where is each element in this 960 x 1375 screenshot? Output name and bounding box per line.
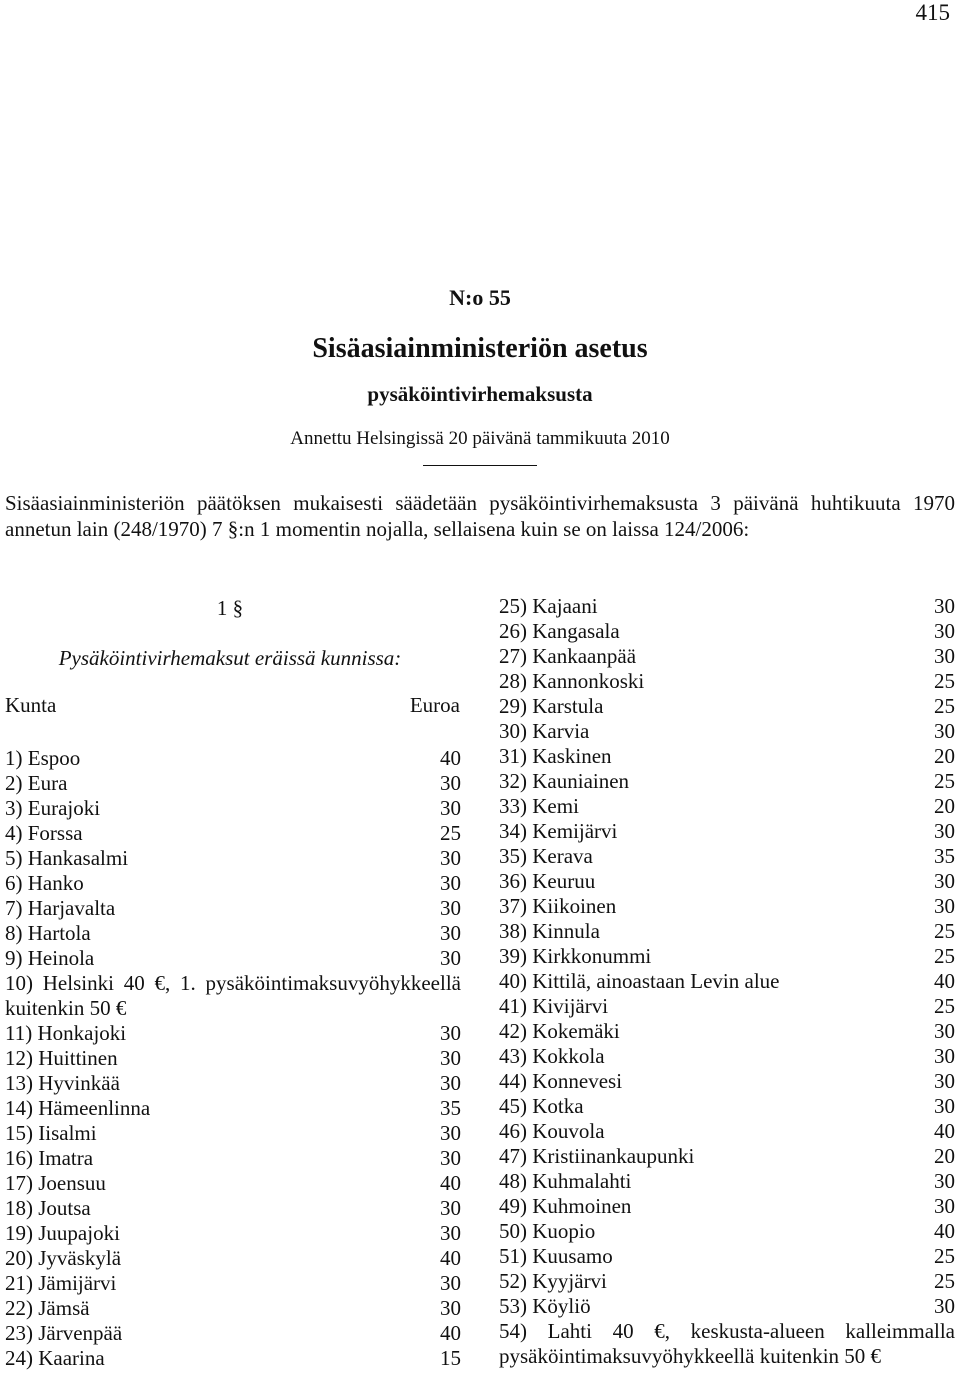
fee-row — [499, 894, 955, 919]
fee-amount: 25 — [934, 669, 955, 693]
fee-amount: 25 — [934, 1244, 955, 1268]
fee-amount: 30 — [440, 846, 461, 870]
municipality-name: 52) Kyyjärvi — [499, 1269, 607, 1293]
municipality-name: 5) Hankasalmi — [5, 846, 129, 870]
municipality-name: 31) Kaskinen — [499, 744, 612, 768]
fee-list-left — [5, 746, 461, 1371]
fee-row — [5, 1096, 461, 1121]
fee-amount: 40 — [440, 1321, 461, 1345]
fee-amount: 30 — [440, 946, 461, 970]
municipality-name: 28) Kannonkoski — [499, 669, 645, 693]
fee-amount: 30 — [440, 1146, 461, 1170]
municipality-name: 1) Espoo — [5, 746, 81, 770]
section-heading: Pysäköintivirhemaksut eräissä kunnissa: — [58, 646, 402, 670]
municipality-name: 45) Kotka — [499, 1094, 584, 1118]
municipality-name: 23) Järvenpää — [5, 1321, 123, 1345]
preamble-paragraph: Sisäasiainministeriön päätöksen mukaisesti säädetään pysäköintivirhemaksusta 3 päivänä huhtikuuta 1970 annetun lain (248/1970) 7 §:n 1 momentin nojalla, sellaisena kuin se on laissa 124/2006: — [5, 491, 955, 541]
fee-row — [5, 821, 461, 846]
fee-amount: 40 — [934, 1219, 955, 1243]
fee-amount: 20 — [934, 1144, 955, 1168]
municipality-name: 12) Huittinen — [5, 1046, 118, 1070]
fee-amount: 30 — [440, 871, 461, 895]
municipality-name: 29) Karstula — [499, 694, 604, 718]
fee-row — [5, 1246, 461, 1271]
fee-row — [5, 846, 461, 871]
municipality-name: 15) Iisalmi — [5, 1121, 97, 1145]
municipality-name: 13) Hyvinkää — [5, 1071, 120, 1095]
municipality-name: 4) Forssa — [5, 821, 83, 845]
municipality-name: 2) Eura — [5, 771, 68, 795]
fee-row — [499, 594, 955, 619]
municipality-name: 47) Kristiinankaupunki — [499, 1144, 695, 1168]
fee-amount: 40 — [440, 1171, 461, 1195]
municipality-name: 53) Köyliö — [499, 1294, 591, 1318]
fee-row — [499, 844, 955, 869]
municipality-name: 48) Kuhmalahti — [499, 1169, 632, 1193]
fee-row — [499, 944, 955, 969]
fee-row — [499, 1069, 955, 1094]
municipality-name: 14) Hämeenlinna — [5, 1096, 151, 1120]
fee-amount: 25 — [934, 994, 955, 1018]
fee-row — [499, 1044, 955, 1069]
fee-row — [499, 694, 955, 719]
municipality-name: 11) Honkajoki — [5, 1021, 127, 1045]
municipality-name: 22) Jämsä — [5, 1296, 90, 1320]
fee-amount: 30 — [934, 1169, 955, 1193]
fee-amount: 30 — [440, 896, 461, 920]
fee-amount: 30 — [440, 1071, 461, 1095]
fee-row — [499, 669, 955, 694]
fee-amount: 25 — [440, 821, 461, 845]
fee-amount: 30 — [440, 796, 461, 820]
fee-row — [5, 946, 461, 971]
municipality-name: 51) Kuusamo — [499, 1244, 613, 1268]
municipality-name: 39) Kirkkonummi — [499, 944, 652, 968]
municipality-name: 33) Kemi — [499, 794, 579, 818]
municipality-name: 34) Kemijärvi — [499, 819, 618, 843]
fee-amount: 40 — [440, 1246, 461, 1270]
fee-amount: 30 — [934, 1194, 955, 1218]
municipality-name: 20) Jyväskylä — [5, 1246, 122, 1270]
fee-amount: 30 — [440, 1021, 461, 1045]
fee-amount: 30 — [934, 1094, 955, 1118]
fee-row — [5, 871, 461, 896]
municipality-name: 17) Joensuu — [5, 1171, 106, 1195]
fee-row — [499, 1319, 955, 1369]
fee-row — [5, 1296, 461, 1321]
fee-amount: 40 — [440, 746, 461, 770]
municipality-name: 30) Karvia — [499, 719, 590, 743]
fee-amount: 30 — [934, 819, 955, 843]
municipality-name: 38) Kinnula — [499, 919, 600, 943]
fee-amount: 25 — [934, 769, 955, 793]
fee-row — [499, 644, 955, 669]
fee-row — [499, 794, 955, 819]
fee-amount: 30 — [440, 1046, 461, 1070]
fee-amount: 30 — [934, 1044, 955, 1068]
fee-row — [499, 1194, 955, 1219]
divider — [423, 465, 537, 466]
fee-row — [499, 919, 955, 944]
municipality-name: 50) Kuopio — [499, 1219, 596, 1243]
fee-row — [5, 1271, 461, 1296]
municipality-name: 26) Kangasala — [499, 619, 620, 643]
fee-row — [499, 744, 955, 769]
fee-amount: 25 — [934, 694, 955, 718]
fee-list-right — [499, 594, 955, 1369]
fee-row — [5, 1346, 461, 1371]
fee-amount: 30 — [934, 1294, 955, 1318]
fee-row — [499, 719, 955, 744]
municipality-name: 35) Kerava — [499, 844, 593, 868]
fee-amount: 30 — [934, 1019, 955, 1043]
fee-row — [5, 1071, 461, 1096]
fee-amount: 20 — [934, 744, 955, 768]
fee-row — [5, 971, 461, 1021]
fee-row — [5, 921, 461, 946]
fee-row — [499, 1294, 955, 1319]
municipality-name: 3) Eurajoki — [5, 796, 101, 820]
fee-amount: 30 — [934, 719, 955, 743]
municipality-name: 10) Helsinki 40 €, 1. pysäköintimaksuvyöhykkeellä kuitenkin 50 € — [5, 971, 461, 1020]
page-number: 415 — [915, 0, 950, 25]
column-header-fee: Euroa — [409, 693, 460, 717]
municipality-name: 43) Kokkola — [499, 1044, 605, 1068]
municipality-name: 54) Lahti 40 €, keskusta-alueen kalleimmalla pysäköintimaksuvyöhykkeellä kuitenkin 50 € — [499, 1319, 955, 1368]
page-title: Sisäasiainministeriön asetus — [312, 333, 648, 364]
municipality-name: 36) Keuruu — [499, 869, 596, 893]
fee-row — [5, 1046, 461, 1071]
decree-number: N:o 55 — [449, 285, 511, 310]
fee-row — [499, 1219, 955, 1244]
fee-row — [499, 1269, 955, 1294]
fee-amount: 30 — [934, 594, 955, 618]
fee-row — [5, 1121, 461, 1146]
fee-row — [5, 771, 461, 796]
page-subtitle: pysäköintivirhemaksusta — [367, 382, 593, 406]
fee-amount: 30 — [440, 1121, 461, 1145]
municipality-name: 25) Kajaani — [499, 594, 598, 618]
fee-row — [499, 994, 955, 1019]
fee-row — [5, 1146, 461, 1171]
fee-row — [5, 796, 461, 821]
municipality-name: 42) Kokemäki — [499, 1019, 620, 1043]
municipality-name: 40) Kittilä, ainoastaan Levin alue — [499, 969, 780, 993]
municipality-name: 9) Heinola — [5, 946, 95, 970]
fee-amount: 25 — [934, 944, 955, 968]
fee-row — [499, 1019, 955, 1044]
fee-amount: 30 — [440, 921, 461, 945]
fee-row — [5, 1021, 461, 1046]
municipality-name: 7) Harjavalta — [5, 896, 116, 920]
municipality-name: 46) Kouvola — [499, 1119, 605, 1143]
fee-row — [5, 1196, 461, 1221]
municipality-name: 6) Hanko — [5, 871, 84, 895]
fee-row — [5, 746, 461, 771]
fee-amount: 40 — [934, 1119, 955, 1143]
fee-amount: 25 — [934, 919, 955, 943]
municipality-name: 18) Joutsa — [5, 1196, 91, 1220]
fee-row — [5, 896, 461, 921]
fee-row — [499, 969, 955, 994]
fee-row — [499, 1119, 955, 1144]
fee-amount: 40 — [934, 969, 955, 993]
fee-row — [5, 1221, 461, 1246]
column-header-municipality: Kunta — [5, 693, 57, 717]
municipality-name: 27) Kankaanpää — [499, 644, 637, 668]
fee-amount: 30 — [440, 1296, 461, 1320]
fee-amount: 30 — [440, 771, 461, 795]
municipality-name: 24) Kaarina — [5, 1346, 105, 1370]
fee-amount: 30 — [934, 869, 955, 893]
municipality-name: 32) Kauniainen — [499, 769, 630, 793]
fee-amount: 15 — [440, 1346, 461, 1370]
fee-row — [499, 1244, 955, 1269]
fee-amount: 35 — [440, 1096, 461, 1120]
fee-amount: 30 — [440, 1221, 461, 1245]
fee-row — [499, 1144, 955, 1169]
fee-amount: 30 — [934, 894, 955, 918]
fee-amount: 30 — [934, 619, 955, 643]
fee-amount: 30 — [440, 1196, 461, 1220]
fee-row — [5, 1321, 461, 1346]
fee-row — [5, 1171, 461, 1196]
section-number: 1 § — [216, 596, 244, 620]
municipality-name: 16) Imatra — [5, 1146, 94, 1170]
fee-row — [499, 869, 955, 894]
fee-row — [499, 769, 955, 794]
fee-amount: 20 — [934, 794, 955, 818]
fee-amount: 35 — [934, 844, 955, 868]
municipality-name: 49) Kuhmoinen — [499, 1194, 632, 1218]
fee-row — [499, 1094, 955, 1119]
fee-amount: 30 — [934, 1069, 955, 1093]
municipality-name: 21) Jämijärvi — [5, 1271, 117, 1295]
fee-amount: 30 — [440, 1271, 461, 1295]
municipality-name: 44) Konnevesi — [499, 1069, 623, 1093]
fee-row — [499, 819, 955, 844]
fee-amount: 30 — [934, 644, 955, 668]
municipality-name: 8) Hartola — [5, 921, 91, 945]
fee-row — [499, 1169, 955, 1194]
fee-amount: 25 — [934, 1269, 955, 1293]
municipality-name: 41) Kivijärvi — [499, 994, 609, 1018]
given-date: Annettu Helsingissä 20 päivänä tammikuuta 2010 — [290, 428, 670, 449]
municipality-name: 19) Juupajoki — [5, 1221, 120, 1245]
fee-row — [499, 619, 955, 644]
municipality-name: 37) Kiikoinen — [499, 894, 617, 918]
